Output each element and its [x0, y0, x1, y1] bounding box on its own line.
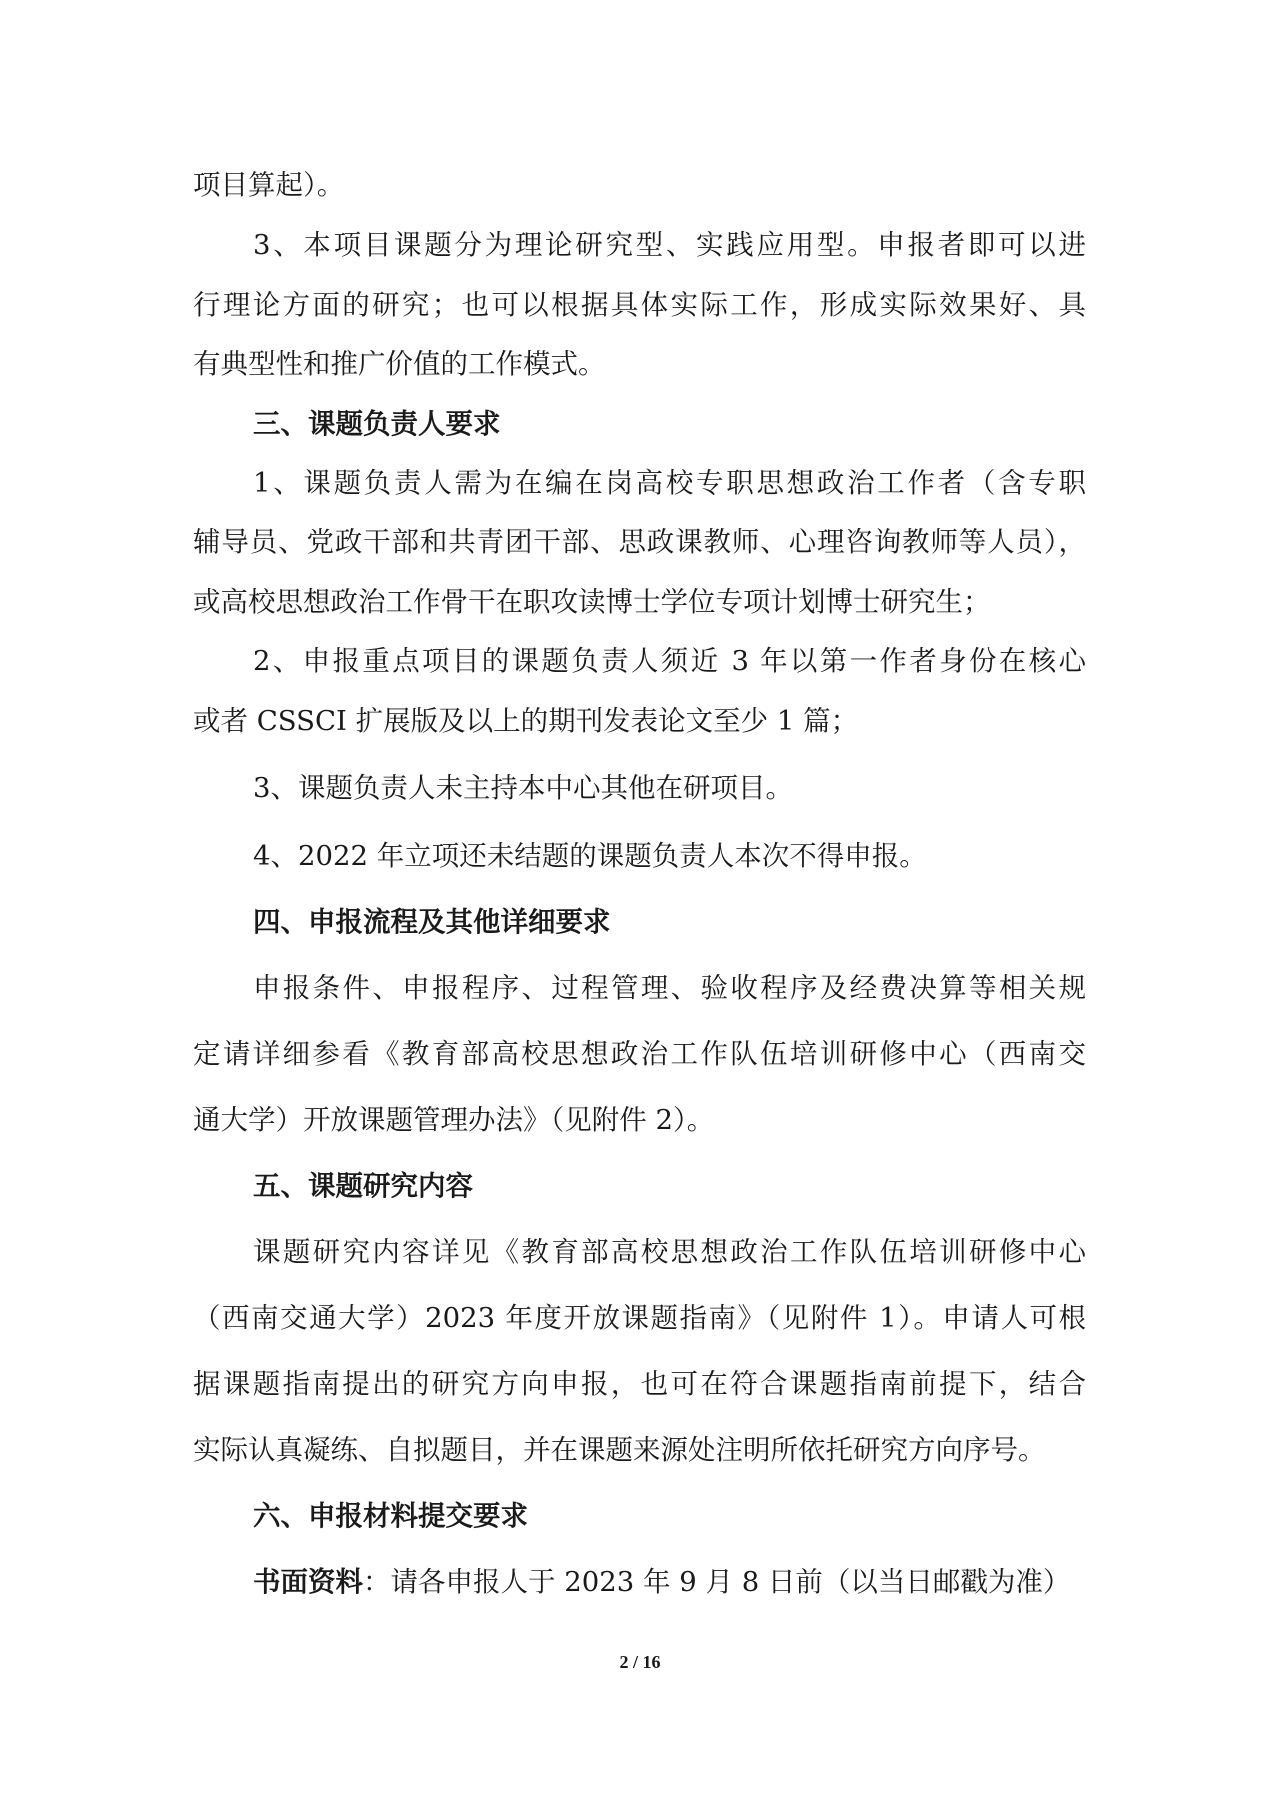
- paragraph-line: 1、课题负责人需为在编在岗高校专职思想政治工作者（含专职: [253, 467, 1086, 499]
- paragraph-line: 有典型性和推广价值的工作模式。: [193, 348, 606, 380]
- paragraph-line: [253, 1562, 1086, 1602]
- bold-label: 书面资料: [253, 1566, 363, 1598]
- section-heading: 三、课题负责人要求: [253, 408, 501, 440]
- page-number: 2 / 16: [619, 1652, 661, 1672]
- paragraph-line: 实际认真凝练、自拟题目，并在课题来源处注明所依托研究方向序号。: [193, 1434, 1046, 1466]
- paragraph-line: 4、2022 年立项还未结题的课题负责人本次不得申报。: [253, 840, 927, 872]
- section-heading: 四、申报流程及其他详细要求: [253, 906, 611, 938]
- paragraph-line: 2、申报重点项目的课题负责人须近 3 年以第一作者身份在核心: [253, 645, 1086, 677]
- paragraph-line: 据课题指南提出的研究方向申报，也可在符合课题指南前提下，结合: [193, 1368, 1086, 1400]
- paragraph-line: 行理论方面的研究；也可以根据具体实际工作，形成实际效果好、具: [193, 289, 1086, 321]
- paragraph-text: ：请各申报人于 2023 年 9 月 8 日前（以当日邮戳为准）: [363, 1566, 1071, 1598]
- paragraph-line: 或者 CSSCI 扩展版及以上的期刊发表论文至少 1 篇；: [193, 705, 859, 737]
- paragraph-line: 或高校思想政治工作骨干在职攻读博士学位专项计划博士研究生；: [193, 586, 991, 618]
- paragraph-line: 项目算起）。: [193, 169, 345, 201]
- paragraph-line: 申报条件、申报程序、过程管理、验收程序及经费决算等相关规: [253, 972, 1086, 1004]
- paragraph-line: 辅导员、党政干部和共青团干部、思政课教师、心理咨询教师等人员），: [193, 526, 1086, 558]
- paragraph-line: 3、课题负责人未主持本中心其他在研项目。: [253, 772, 793, 804]
- section-heading: 六、申报材料提交要求: [253, 1500, 528, 1532]
- paragraph-line: 课题研究内容详见《教育部高校思想政治工作队伍培训研修中心: [253, 1236, 1086, 1268]
- paragraph-line: 定请详细参看《教育部高校思想政治工作队伍培训研修中心（西南交: [193, 1038, 1086, 1070]
- section-heading: 五、课题研究内容: [253, 1170, 473, 1202]
- paragraph-line: 3、本项目课题分为理论研究型、实践应用型。申报者即可以进: [253, 229, 1086, 261]
- paragraph-line: 通大学）开放课题管理办法》（见附件 2）。: [193, 1104, 715, 1136]
- paragraph-line: （西南交通大学）2023 年度开放课题指南》（见附件 1）。申请人可根: [193, 1302, 1086, 1334]
